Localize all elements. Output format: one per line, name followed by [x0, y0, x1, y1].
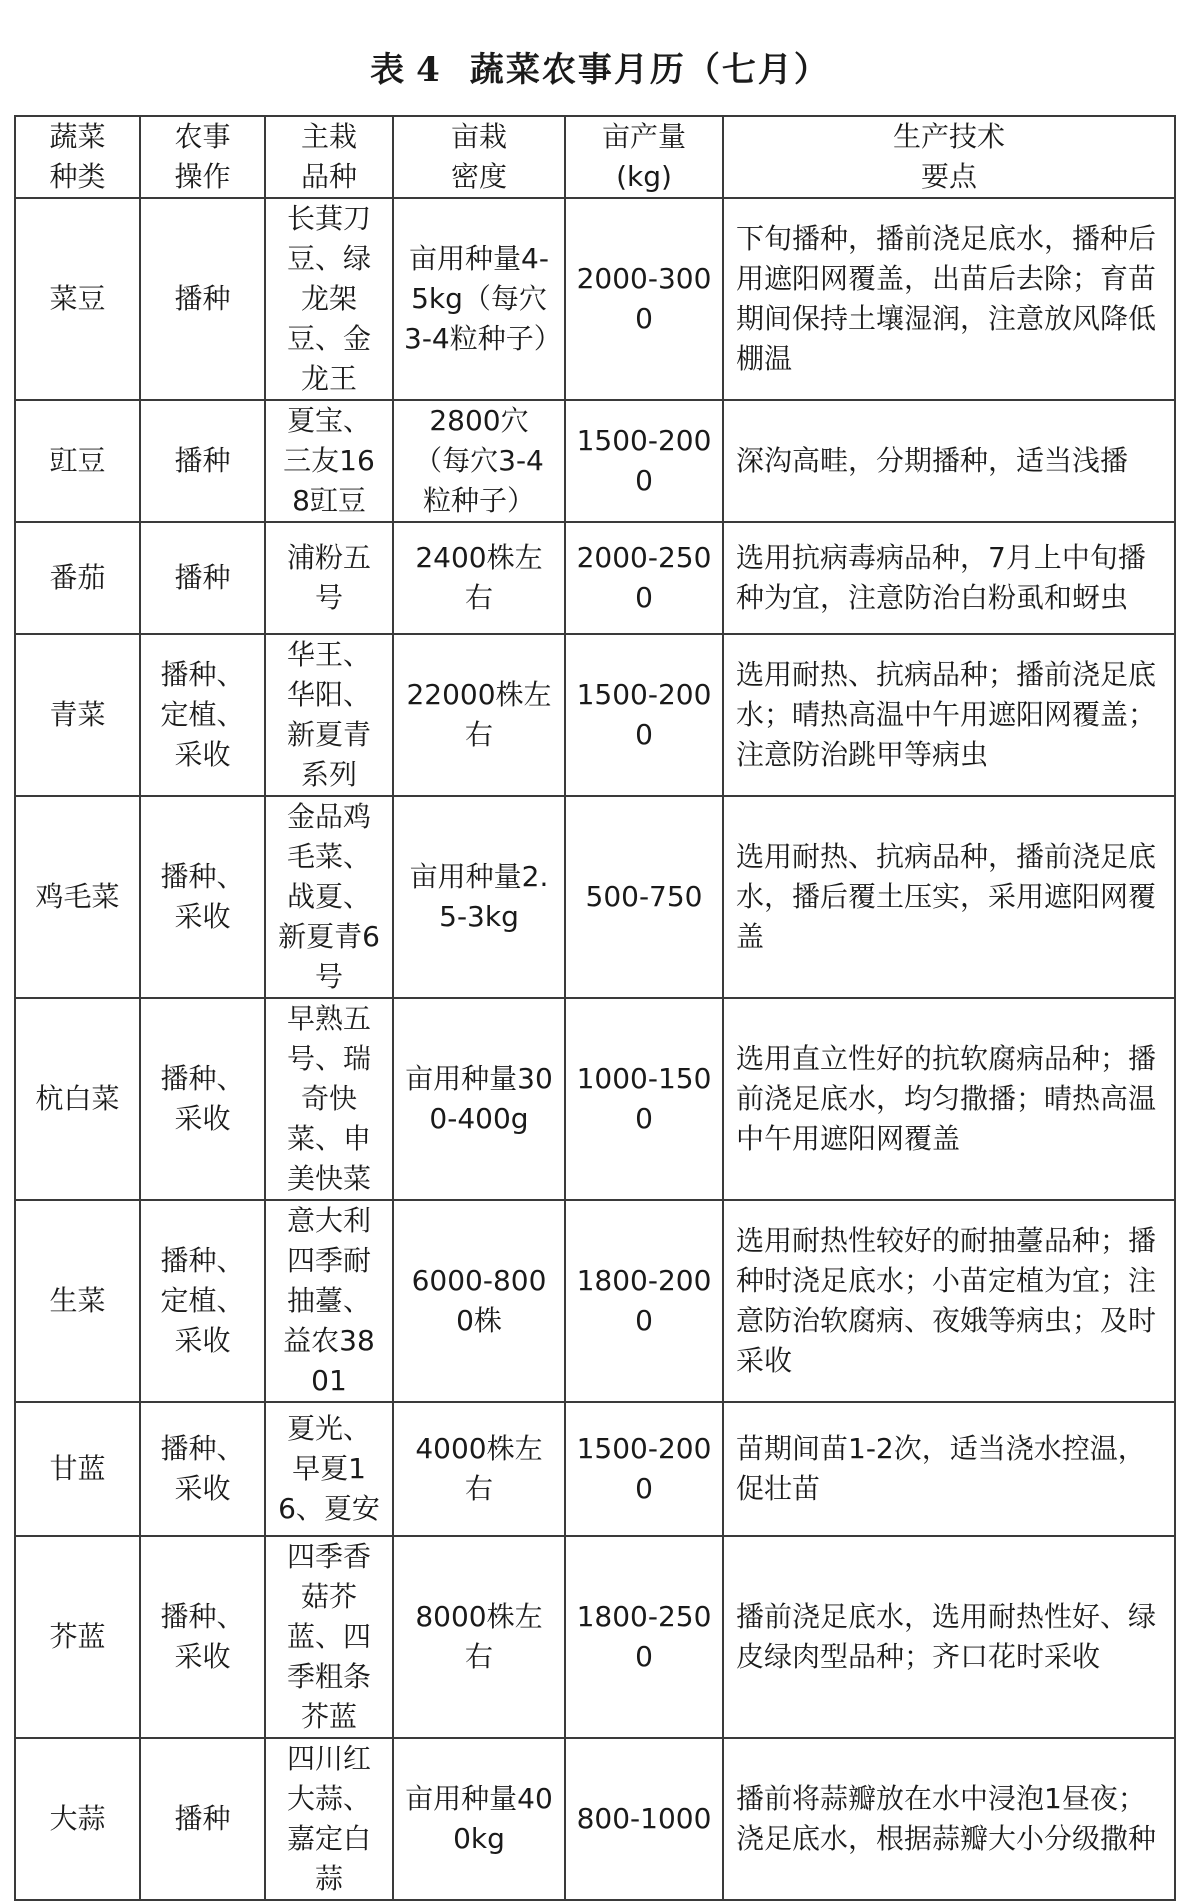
- table-row: [15, 400, 1175, 522]
- cell-density: 亩用种量4-5kg（每穴3-4粒种子）: [393, 198, 565, 400]
- header-yield-per-mu: 亩产量 (kg): [565, 116, 723, 198]
- cell-operation: 播种、采收: [140, 1536, 265, 1738]
- cell-varieties: 长萁刀豆、绿龙架豆、金龙王: [265, 198, 393, 400]
- cell-technique: 选用直立性好的抗软腐病品种；播前浇足底水，均匀撒播；晴热高温中午用遮阳网覆盖: [723, 998, 1175, 1200]
- cell-vegetable: 鸡毛菜: [15, 796, 140, 998]
- cell-technique: 选用耐热、抗病品种；播前浇足底水；晴热高温中午用遮阳网覆盖；注意防治跳甲等病虫: [723, 634, 1175, 796]
- header-farm-operation: 农事 操作: [140, 116, 265, 198]
- table-title-prefix: 表: [370, 50, 407, 90]
- cell-yield: 800-1000: [565, 1738, 723, 1900]
- cell-yield: 500-750: [565, 796, 723, 998]
- cell-yield: 2000-3000: [565, 198, 723, 400]
- cell-density: 亩用种量2.5-3kg: [393, 796, 565, 998]
- cell-varieties: 华王、华阳、新夏青系列: [265, 634, 393, 796]
- cell-varieties: 四季香菇芥蓝、四季粗条芥蓝: [265, 1536, 393, 1738]
- cell-operation: 播种: [140, 1738, 265, 1900]
- cell-varieties: 夏宝、三友168豇豆: [265, 400, 393, 522]
- cell-yield: 1500-2000: [565, 400, 723, 522]
- cell-technique: 选用抗病毒病品种，7月上中旬播种为宜，注意防治白粉虱和蚜虫: [723, 522, 1175, 634]
- cell-yield: 1800-2000: [565, 1200, 723, 1402]
- cell-operation: 播种、采收: [140, 1402, 265, 1536]
- cell-vegetable: 豇豆: [15, 400, 140, 522]
- cell-technique: 下旬播种，播前浇足底水，播种后用遮阳网覆盖，出苗后去除；育苗期间保持土壤湿润，注意放风降低棚温: [723, 198, 1175, 400]
- cell-density: 亩用种量400kg: [393, 1738, 565, 1900]
- cell-density: 4000株左右: [393, 1402, 565, 1536]
- cell-varieties: 四川红大蒜、嘉定白蒜: [265, 1738, 393, 1900]
- table-header-row: [15, 116, 1175, 198]
- table-row: [15, 634, 1175, 796]
- cell-yield: 1500-2000: [565, 1402, 723, 1536]
- header-production-technique: 生产技术 要点: [723, 116, 1175, 198]
- farming-calendar-table: [14, 115, 1176, 1901]
- cell-density: 亩用种量300-400g: [393, 998, 565, 1200]
- cell-yield: 1500-2000: [565, 634, 723, 796]
- cell-technique: 选用耐热性较好的耐抽薹品种；播种时浇足底水；小苗定植为宜；注意防治软腐病、夜娥等病虫；及时采收: [723, 1200, 1175, 1402]
- cell-operation: 播种: [140, 198, 265, 400]
- cell-vegetable: 青菜: [15, 634, 140, 796]
- cell-vegetable: 杭白菜: [15, 998, 140, 1200]
- cell-technique: 播前将蒜瓣放在水中浸泡1昼夜；浇足底水，根据蒜瓣大小分级撒种: [723, 1738, 1175, 1900]
- cell-vegetable: 生菜: [15, 1200, 140, 1402]
- cell-density: 22000株左右: [393, 634, 565, 796]
- cell-varieties: 意大利四季耐抽薹、益农3801: [265, 1200, 393, 1402]
- cell-density: 8000株左右: [393, 1536, 565, 1738]
- cell-density: 2800穴（每穴3-4粒种子）: [393, 400, 565, 522]
- cell-varieties: 早熟五号、瑞奇快菜、申美快菜: [265, 998, 393, 1200]
- cell-varieties: 浦粉五号: [265, 522, 393, 634]
- cell-vegetable: 芥蓝: [15, 1536, 140, 1738]
- cell-varieties: 金品鸡毛菜、战夏、新夏青6号: [265, 796, 393, 998]
- cell-vegetable: 番茄: [15, 522, 140, 634]
- cell-operation: 播种、采收: [140, 796, 265, 998]
- table-title: [0, 42, 1200, 91]
- header-main-varieties: 主栽 品种: [265, 116, 393, 198]
- table-row: [15, 1536, 1175, 1738]
- header-planting-density: 亩栽 密度: [393, 116, 565, 198]
- cell-vegetable: 菜豆: [15, 198, 140, 400]
- header-vegetable-type: 蔬菜 种类: [15, 116, 140, 198]
- cell-vegetable: 甘蓝: [15, 1402, 140, 1536]
- cell-vegetable: 大蒜: [15, 1738, 140, 1900]
- cell-technique: 深沟高畦，分期播种，适当浅播: [723, 400, 1175, 522]
- table-row: [15, 1402, 1175, 1536]
- table-title-number: 4: [416, 50, 442, 90]
- cell-operation: 播种: [140, 400, 265, 522]
- cell-operation: 播种、定植、采收: [140, 1200, 265, 1402]
- cell-density: 2400株左右: [393, 522, 565, 634]
- cell-technique: 选用耐热、抗病品种，播前浇足底水，播后覆土压实，采用遮阳网覆盖: [723, 796, 1175, 998]
- cell-varieties: 夏光、早夏16、夏安: [265, 1402, 393, 1536]
- cell-operation: 播种、定植、采收: [140, 634, 265, 796]
- cell-yield: 2000-2500: [565, 522, 723, 634]
- table-row: [15, 522, 1175, 634]
- cell-technique: 播前浇足底水，选用耐热性好、绿皮绿肉型品种；齐口花时采收: [723, 1536, 1175, 1738]
- cell-density: 6000-8000株: [393, 1200, 565, 1402]
- cell-yield: 1800-2500: [565, 1536, 723, 1738]
- table-row: [15, 1200, 1175, 1402]
- cell-operation: 播种: [140, 522, 265, 634]
- table-row: [15, 1738, 1175, 1900]
- table-title-text: 蔬菜农事月历（七月）: [469, 50, 830, 90]
- table-row: [15, 998, 1175, 1200]
- table-row: [15, 796, 1175, 998]
- table-row: [15, 198, 1175, 400]
- cell-yield: 1000-1500: [565, 998, 723, 1200]
- cell-operation: 播种、采收: [140, 998, 265, 1200]
- cell-technique: 苗期间苗1-2次，适当浇水控温，促壮苗: [723, 1402, 1175, 1536]
